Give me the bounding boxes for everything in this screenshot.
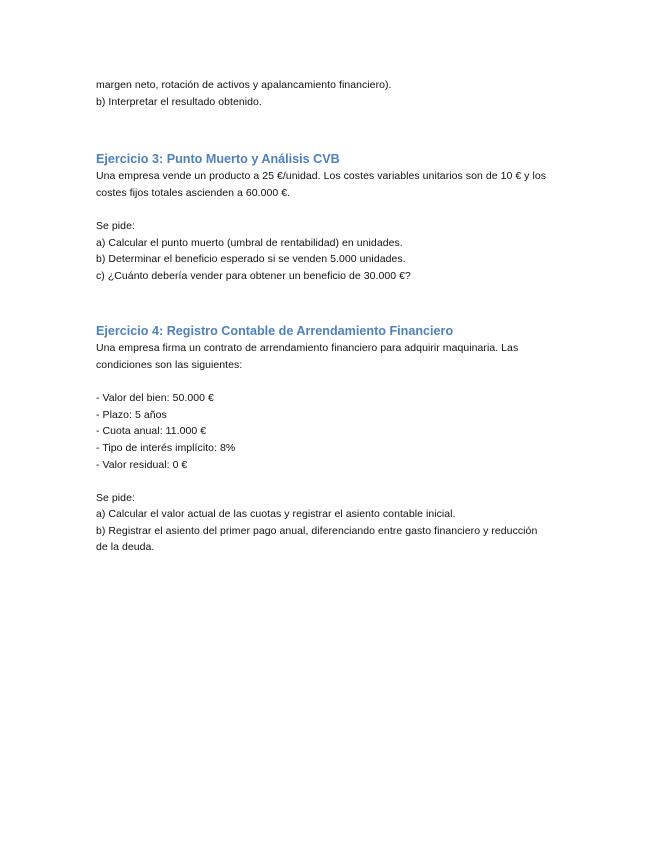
exercise-3-task: b) Determinar el beneficio esperado si se venden 5.000 unidades. [96, 253, 406, 266]
exercise-4-task: a) Calcular el valor actual de las cuotas y registrar el asiento contable inicial. [96, 508, 456, 521]
exercise-3-description-line: Una empresa vende un producto a 25 €/unidad. Los costes variables unitarios son de 10 € y los [96, 170, 547, 183]
exercise-3-se-pide: Se pide: [96, 219, 135, 232]
exercise-4-se-pide: Se pide: [96, 491, 135, 504]
exercise-4-condition: - Tipo de interés implícito: 8% [96, 441, 236, 454]
exercise-4-condition: - Valor del bien: 50.000 € [96, 392, 214, 405]
exercise-3-section [96, 150, 566, 284]
exercise-4-title: Ejercicio 4: Registro Contable de Arrendamiento Financiero [96, 324, 454, 339]
exercise-4-task: de la deuda. [96, 541, 155, 554]
exercise-4-condition: - Valor residual: 0 € [96, 458, 188, 471]
exercise-3-task: c) ¿Cuánto debería vender para obtener un beneficio de 30.000 €? [96, 269, 411, 282]
intro-section [96, 77, 566, 110]
exercise-4-description-line: Una empresa firma un contrato de arrendamiento financiero para adquirir maquinaria. Las [96, 342, 519, 355]
document-page [96, 77, 566, 556]
exercise-4-condition: - Plazo: 5 años [96, 408, 167, 421]
exercise-4-section [96, 322, 566, 556]
exercise-4-description-line: condiciones son las siguientes: [96, 358, 243, 371]
intro-line: b) Interpretar el resultado obtenido. [96, 95, 262, 108]
intro-line: margen neto, rotación de activos y apalancamiento financiero). [96, 79, 392, 91]
exercise-3-task: a) Calcular el punto muerto (umbral de rentabilidad) en unidades. [96, 236, 403, 249]
exercise-4-task: b) Registrar el asiento del primer pago anual, diferenciando entre gasto financiero y reducción [96, 524, 538, 537]
exercise-3-description-line: costes fijos totales ascienden a 60.000 €. [96, 186, 291, 199]
exercise-4-condition: - Cuota anual: 11.000 € [96, 425, 207, 438]
exercise-3-title: Ejercicio 3: Punto Muerto y Análisis CVB [96, 152, 340, 167]
